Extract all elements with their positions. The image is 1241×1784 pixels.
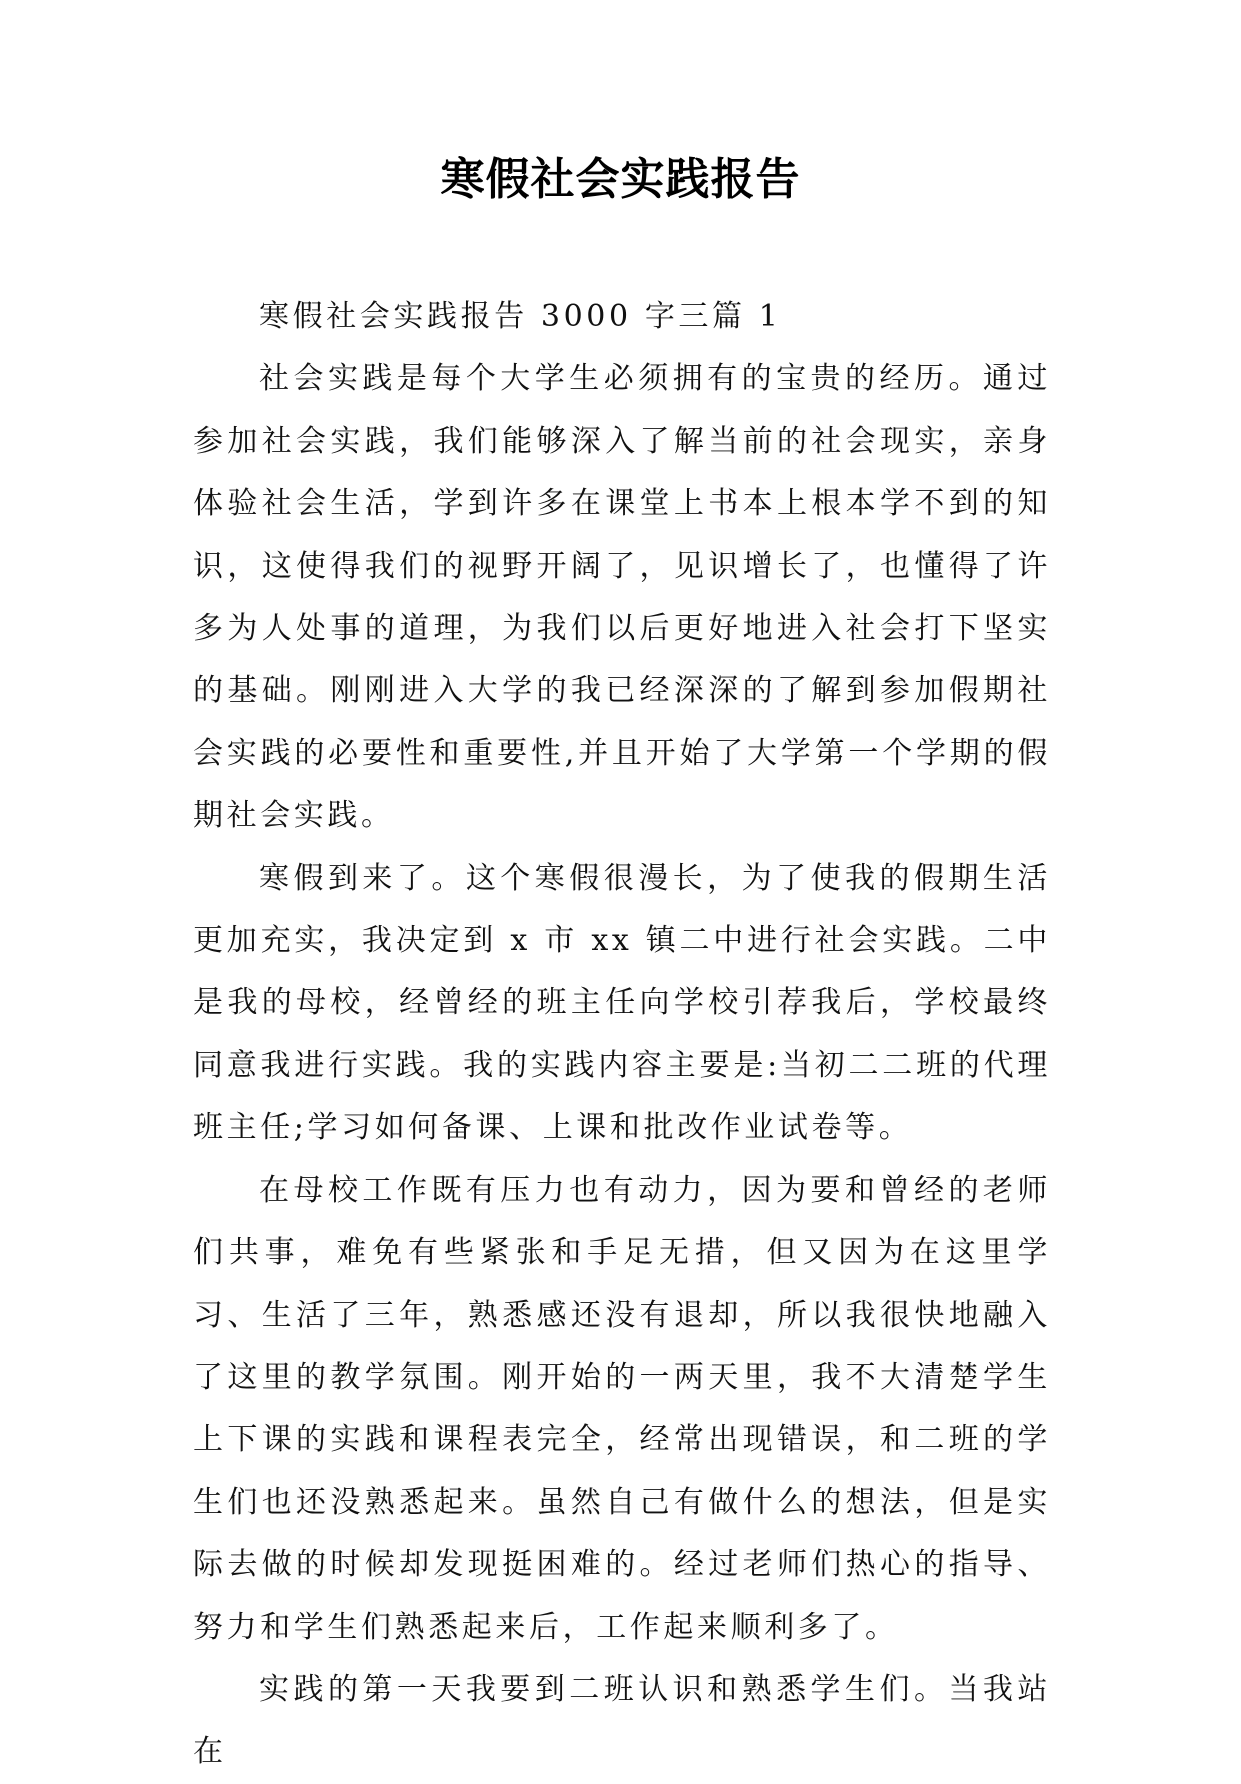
paragraph: 寒假到来了。这个寒假很漫长，为了使我的假期生活更加充实，我决定到 x 市 xx 镇二中进行社会实践。二中是我的母校，经曾经的班主任向学校引荐我后，学校最终同意我进行实践。我的实践内容主要是:当初二二班的代理班主任;学习如何备课、上课和批改作业试卷等。 — [193, 860, 1051, 1146]
document-subtitle: 寒假社会实践报告 3000 字三篇 1 — [259, 299, 782, 334]
document-title: 寒假社会实践报告 — [440, 154, 801, 205]
document-body — [193, 286, 1051, 1784]
paragraph: 实践的第一天我要到二班认识和熟悉学生们。当我站在 — [193, 1671, 1051, 1770]
paragraph: 社会实践是每个大学生必须拥有的宝贵的经历。通过参加社会实践，我们能够深入了解当前的社会现实，亲身体验社会生活，学到许多在课堂上书本上根本学不到的知识，这使得我们的视野开阔了，见识增长了，也懂得了许多为人处事的道理，为我们以后更好地进入社会打下坚实的基础。刚刚进入大学的我已经深深的了解到参加假期社会实践的必要性和重要性,并且开始了大学第一个学期的假期社会实践。 — [193, 361, 1051, 834]
paragraph: 在母校工作既有压力也有动力，因为要和曾经的老师们共事，难免有些紧张和手足无措，但又因为在这里学习、生活了三年，熟悉感还没有退却，所以我很快地融入了这里的教学氛围。刚开始的一两天里，我不大清楚学生上下课的实践和课程表完全，经常出现错误，和二班的学生们也还没熟悉起来。虽然自己有做什么的想法，但是实际去做的时候却发现挺困难的。经过老师们热心的指导、努力和学生们熟悉起来后，工作起来顺利多了。 — [193, 1172, 1051, 1645]
